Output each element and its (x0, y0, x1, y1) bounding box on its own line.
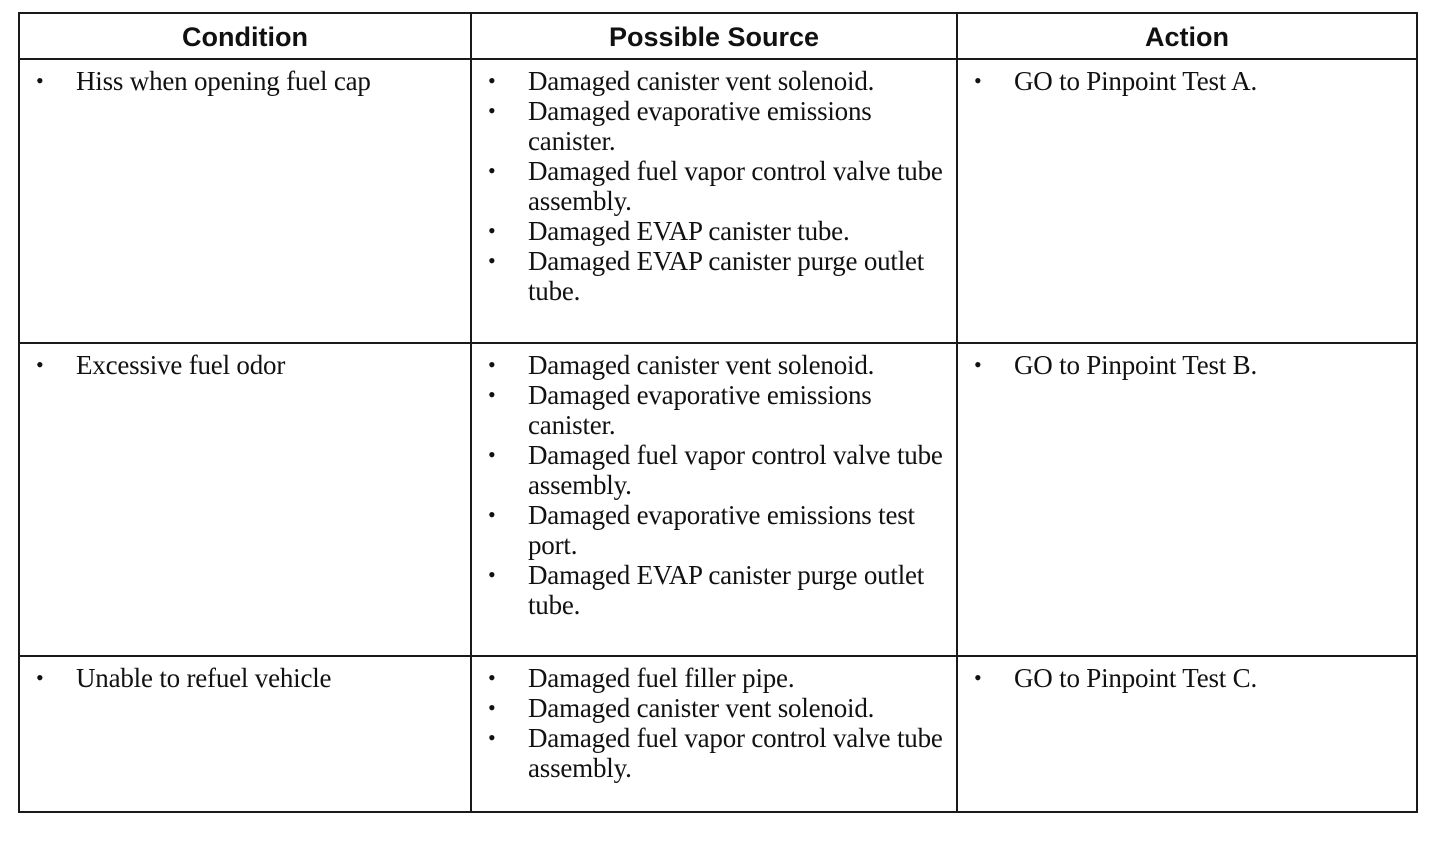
list-item: • Damaged EVAP canister purge outlet tube. (488, 246, 925, 306)
source-cell (471, 59, 957, 343)
condition-cell (19, 343, 471, 656)
bullet-icon: • (36, 665, 44, 690)
bullet-icon: • (36, 352, 44, 377)
bullet-icon: • (974, 68, 982, 93)
bullet-icon: • (488, 68, 496, 93)
list-item: • Damaged canister vent solenoid. (488, 66, 875, 96)
header-action: Action (957, 13, 1417, 59)
condition-list (20, 60, 470, 96)
list-item: • Damaged canister vent solenoid. (488, 350, 875, 380)
header-row (19, 13, 1417, 59)
condition-cell (19, 656, 471, 812)
condition-list (20, 344, 470, 380)
bullet-icon: • (488, 248, 496, 273)
list-item: • Damaged EVAP canister tube. (488, 216, 850, 246)
list-item: • Unable to refuel vehicle (36, 663, 332, 693)
action-cell (957, 59, 1417, 343)
action-cell (957, 343, 1417, 656)
list-item: • GO to Pinpoint Test C. (974, 663, 1257, 693)
bullet-icon: • (488, 442, 496, 467)
header-possible-source: Possible Source (471, 13, 957, 59)
list-item: • Damaged canister vent solenoid. (488, 693, 875, 723)
source-list (472, 344, 956, 620)
source-list (472, 657, 956, 783)
action-list (958, 344, 1416, 380)
source-list (472, 60, 956, 306)
header-condition: Condition (19, 13, 471, 59)
bullet-icon: • (488, 502, 496, 527)
table-row (19, 656, 1417, 812)
bullet-icon: • (488, 158, 496, 183)
bullet-icon: • (974, 665, 982, 690)
bullet-icon: • (488, 98, 496, 123)
list-item: • Damaged EVAP canister purge outlet tube. (488, 560, 925, 620)
bullet-icon: • (488, 382, 496, 407)
source-cell (471, 343, 957, 656)
list-item: • Excessive fuel odor (36, 350, 286, 380)
bullet-icon: • (488, 352, 496, 377)
source-cell (471, 656, 957, 812)
bullet-icon: • (488, 562, 496, 587)
bullet-icon: • (488, 218, 496, 243)
condition-list (20, 657, 470, 693)
bullet-icon: • (488, 665, 496, 690)
bullet-icon: • (488, 725, 496, 750)
list-item: • GO to Pinpoint Test B. (974, 350, 1257, 380)
bullet-icon: • (488, 695, 496, 720)
list-item: • Damaged evaporative emissions canister. (488, 380, 872, 440)
table-row (19, 59, 1417, 343)
diagnosis-table (18, 12, 1418, 813)
action-list (958, 657, 1416, 693)
list-item: • Damaged evaporative emissions test port. (488, 500, 915, 560)
list-item: • Damaged fuel filler pipe. (488, 663, 795, 693)
list-item: • Hiss when opening fuel cap (36, 66, 371, 96)
table-row (19, 343, 1417, 656)
list-item: • Damaged fuel vapor control valve tube assembly. (488, 723, 943, 783)
list-item: • Damaged evaporative emissions canister. (488, 96, 872, 156)
bullet-icon: • (36, 68, 44, 93)
list-item: • Damaged fuel vapor control valve tube assembly. (488, 156, 943, 216)
action-cell (957, 656, 1417, 812)
condition-cell (19, 59, 471, 343)
list-item: • Damaged fuel vapor control valve tube assembly. (488, 440, 943, 500)
bullet-icon: • (974, 352, 982, 377)
action-list (958, 60, 1416, 96)
list-item: • GO to Pinpoint Test A. (974, 66, 1257, 96)
